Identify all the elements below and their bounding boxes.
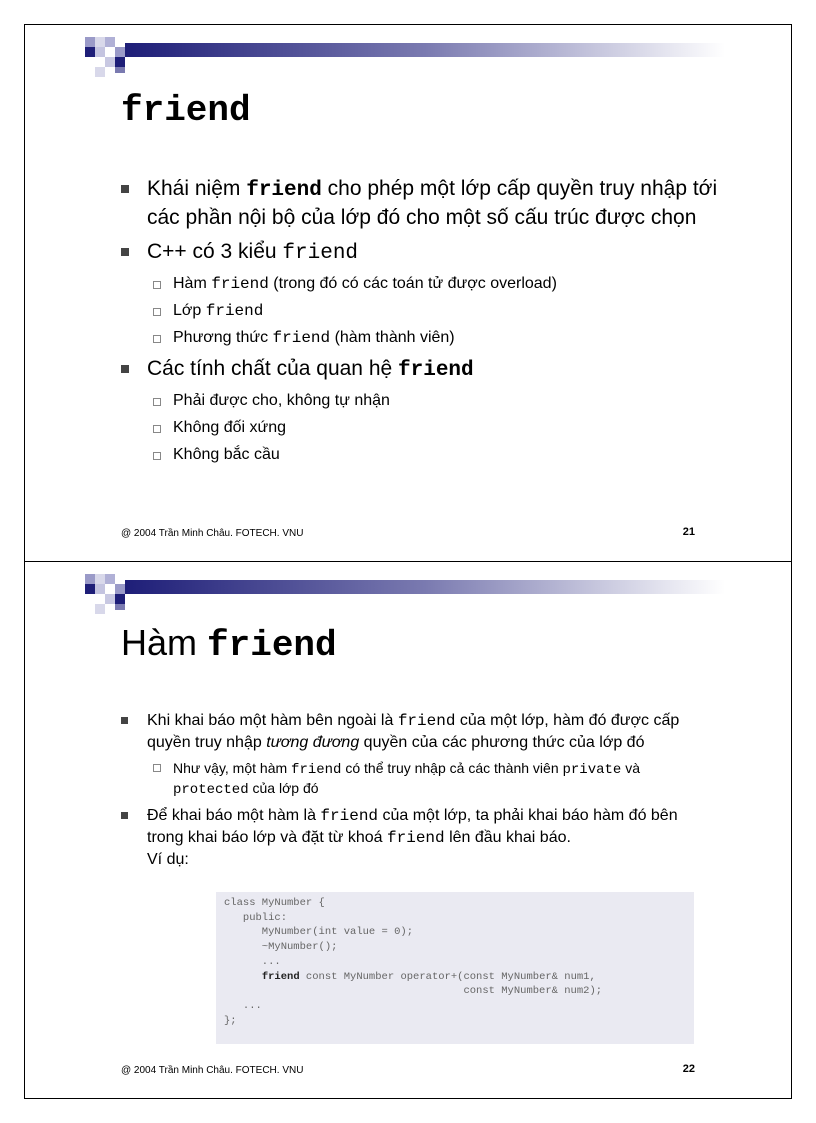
slide-22 [24,561,792,1099]
code-keyword: friend [272,329,331,347]
bullet-text: cho phép một lớp cấp quyền truy nhập tới các phần nội bộ của lớp đó cho một số cấu trúc được chọn [147,177,718,229]
code-line: ~MyNumber(); [224,941,338,954]
code-keyword: friend [397,712,456,730]
sub-bullet-text: Như vậy, một hàm [173,760,292,776]
sub-bullet-friend-function [121,274,721,294]
page-number: 22 [682,1063,695,1075]
code-friend-keyword: friend [261,970,300,983]
emphasis-text: tương đương [266,734,360,751]
sub-bullet-property: Không bắc cầu [121,445,721,465]
title-text: Hàm [121,622,208,663]
code-keyword: private [562,762,622,778]
code-keyword: protected [173,782,249,798]
sub-bullet-friend-class [121,301,721,321]
code-line-friend: friend const MyNumber operator+(const MyNumber& num1, [261,970,596,983]
bullet-text: C++ có 3 kiểu [147,240,283,263]
title-code-keyword: friend [207,625,337,666]
bullet-how-to-declare [121,805,711,871]
code-example-block [216,892,694,1044]
code-keyword: friend [282,242,359,265]
code-line: public: [224,911,288,924]
bullet-list [121,168,721,465]
bullet-text: của một lớp, ta phải khai báo hàm đó bên trong khai báo lớp và đặt từ khoá [147,807,678,846]
bullet-text: Để khai báo một hàm là [147,807,321,824]
sub-bullet-private-protected [121,759,653,799]
code-line: MyNumber(int value = 0); [224,926,414,939]
bullet-text: lên đầu khai báo. [444,829,571,846]
code-keyword: friend [320,807,379,825]
sub-bullet-text: và [621,760,640,776]
code-keyword: friend [246,179,322,202]
sub-bullet-friend-method [121,328,721,348]
code-line: ... [224,955,281,968]
bullet-text: Khái niệm [147,177,247,200]
bullet-friend-properties [121,355,721,384]
bullet-text: quyền của các phương thức của lớp đó [359,734,645,751]
header-gradient-band [25,562,793,622]
bullet-text: Khi khai báo một hàm bên ngoài là [147,712,398,729]
bullet-text: Các tính chất của quan hệ [147,357,399,380]
bullet-friend-kinds [121,238,721,267]
sub-bullet-text: Hàm [173,275,212,292]
sub-bullet-text: Phương thức [173,329,273,346]
header-gradient-band [25,25,793,85]
code-line: ... [224,999,262,1012]
slide-footer: @ 2004 Trần Minh Châu. FOTECH. VNU [121,1065,304,1076]
bullet-text: của một lớp, hàm đó được cấp quyền truy nhập [147,712,680,751]
sub-bullet-property: Phải được cho, không tự nhận [121,391,721,411]
example-label: Ví dụ: [147,851,189,868]
code-line: const MyNumber& num2); [224,985,603,998]
code-keyword: friend [387,829,445,847]
sub-bullet-text: (hàm thành viên) [330,329,455,346]
code-line: }; [224,1014,237,1027]
sub-bullet-text: Lớp [173,302,206,319]
code-keyword: friend [211,275,269,293]
code-keyword: friend [291,762,342,778]
sub-bullet-text: (trong đó có các toán tử được overload) [268,275,557,292]
bullet-friend-concept [121,175,721,231]
code-keyword: friend [398,359,474,382]
slide-title: friend [121,90,251,131]
sub-bullet-property: Không đối xứng [121,418,721,438]
page-number: 21 [682,526,695,538]
slide-21 [24,24,792,562]
code-keyword: friend [205,302,264,320]
sub-bullet-text: có thể truy nhập cả các thành viên [341,760,563,776]
slide-footer: @ 2004 Trần Minh Châu. FOTECH. VNU [121,528,304,539]
slide-title [121,622,337,666]
bullet-list [121,704,711,871]
bullet-friend-function-access [121,710,711,754]
sub-bullet-text: của lớp đó [248,780,319,796]
code-line: class MyNumber { [224,897,325,909]
